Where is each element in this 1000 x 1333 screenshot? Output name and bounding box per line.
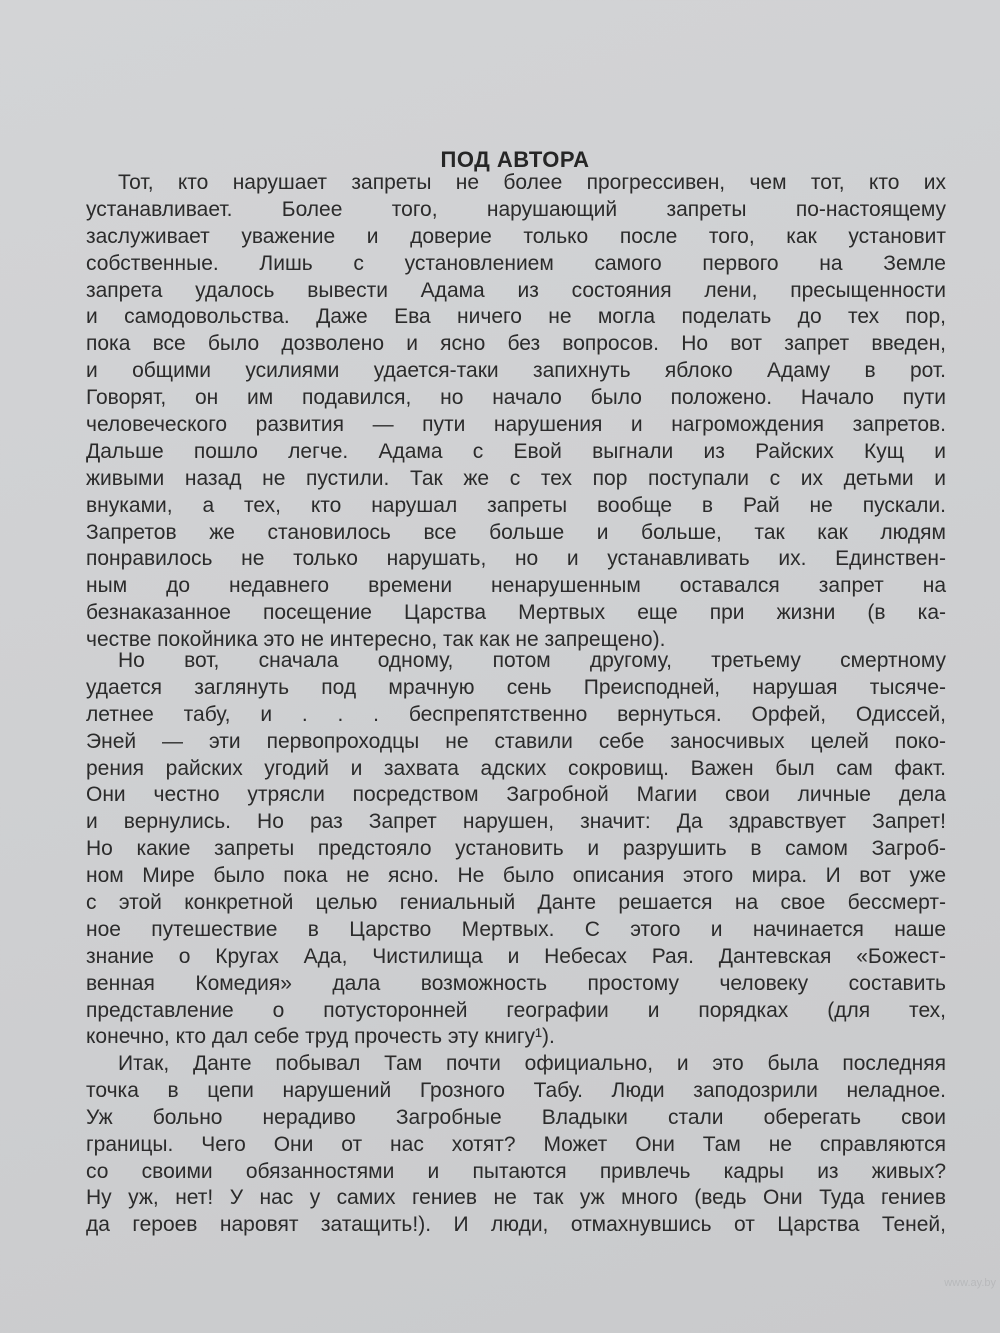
paragraph-2 [86, 648, 946, 1051]
text-line: Запретов же становилось все больше и больше, так как людям [86, 520, 946, 544]
text-line: запрета удалось вывести Адама из состояния лени, пресыщенности [86, 278, 946, 302]
text-line: и вернулись. Но раз Запрет нарушен, значит: Да здравствует Запрет! [86, 810, 946, 834]
text-line: Тот, кто нарушает запреты не более прогрессивен, чем тот, кто их [118, 171, 946, 194]
text-line: рения райских угодий и захвата адских сокровищ. Важен был сам факт. [86, 756, 946, 780]
text-line: с этой конкретной целью гениальный Данте решается на свое бессмерт- [86, 891, 946, 915]
page-title: ПОД АВТОРА [440, 147, 590, 172]
watermark: www.ay.by [944, 1277, 996, 1289]
text-line: точка в цепи нарушений Грозного Табу. Люди заподозрили неладное. [86, 1078, 946, 1102]
text-line: понравилось не только нарушать, но и устанавливать их. Единствен- [86, 547, 946, 571]
text-line: пока все было дозволено и ясно без вопросов. Но вот запрет введен, [86, 332, 946, 356]
text-line: ное путешествие в Царство Мертвых. С этого и начинается наше [86, 917, 946, 941]
text-line: ном Мире было пока не ясно. Не было описания этого мира. И вот уже [86, 864, 946, 888]
text-line: представление о потусторонней географии и порядках (для тех, [86, 998, 946, 1022]
text-line: Дальше пошло легче. Адама с Евой выгнали из Райских Кущ и [86, 439, 946, 463]
text-line: устанавливает. Более того, нарушающий запреты по-настоящему [86, 197, 946, 221]
text-line: удается заглянуть под мрачную сень Преисподней, нарушая тысяче- [86, 675, 946, 699]
text-line: да героев наровят затащить!). И люди, отмахнувшись от Царства Теней, [86, 1213, 946, 1237]
text-line: венная Комедия» дала возможность простому человеку составить [86, 971, 946, 995]
text-line: человеческого развития — пути нарушения и нагромождения запретов. [86, 413, 946, 437]
text-line: ным до недавнего времени ненарушенным оставался запрет на [86, 574, 946, 598]
text-line: со своими обязанностями и пытаются привлечь кадры из живых? [86, 1159, 946, 1183]
paragraph-1 [86, 170, 946, 654]
text-line: Эней — эти первопроходцы не ставили себе заносчивых целей поко- [86, 729, 946, 753]
text-line: Итак, Данте побывал Там почти официально, и это была последняя [118, 1052, 946, 1075]
text-line: границы. Чего Они от нас хотят? Может Они Там не справляются [86, 1132, 946, 1156]
text-line: заслуживает уважение и доверие только после того, как установит [86, 224, 946, 248]
text-line: Ну уж, нет! У нас у самих гениев не так уж много (ведь Они Туда гениев [86, 1186, 946, 1210]
text-line: Но какие запреты предстояло установить и разрушить в самом Загроб- [86, 837, 946, 861]
text-line: Они честно утрясли посредством Загробной Магии свои личные дела [86, 783, 946, 807]
text-line: конечно, кто дал себе труд прочесть эту книгу¹). [86, 1025, 555, 1049]
paragraph-3 [86, 1051, 946, 1239]
text-line: знание о Кругах Ада, Чистилища и Небесах Рая. Дантевская «Божест- [86, 944, 946, 968]
text-line: безнаказанное посещение Царства Мертвых еще при жизни (в ка- [86, 601, 946, 625]
text-line: Говорят, он им подавился, но начало было положено. Начало пути [86, 386, 946, 410]
text-line: внуками, а тех, кто нарушал запреты вообще в Рай не пускали. [86, 493, 946, 517]
text-line: собственные. Лишь с установлением самого первого на Земле [86, 251, 946, 275]
text-line: Но вот, сначала одному, потом другому, третьему смертному [118, 649, 946, 672]
text-line: и общими усилиями удается-таки запихнуть яблоко Адаму в рот. [86, 359, 946, 383]
text-line: живыми назад не пустили. Так же с тех пор поступали с их детьми и [86, 466, 946, 490]
text-line: летнее табу, и . . . беспрепятственно вернуться. Орфей, Одиссей, [86, 702, 946, 726]
text-line: Уж больно нерадиво Загробные Владыки стали оберегать свои [86, 1105, 946, 1129]
text-line: честве покойника это не интересно, так как не запрещено). [86, 628, 666, 652]
text-line: и самодовольства. Даже Ева ничего не могла поделать до тех пор, [86, 305, 946, 329]
